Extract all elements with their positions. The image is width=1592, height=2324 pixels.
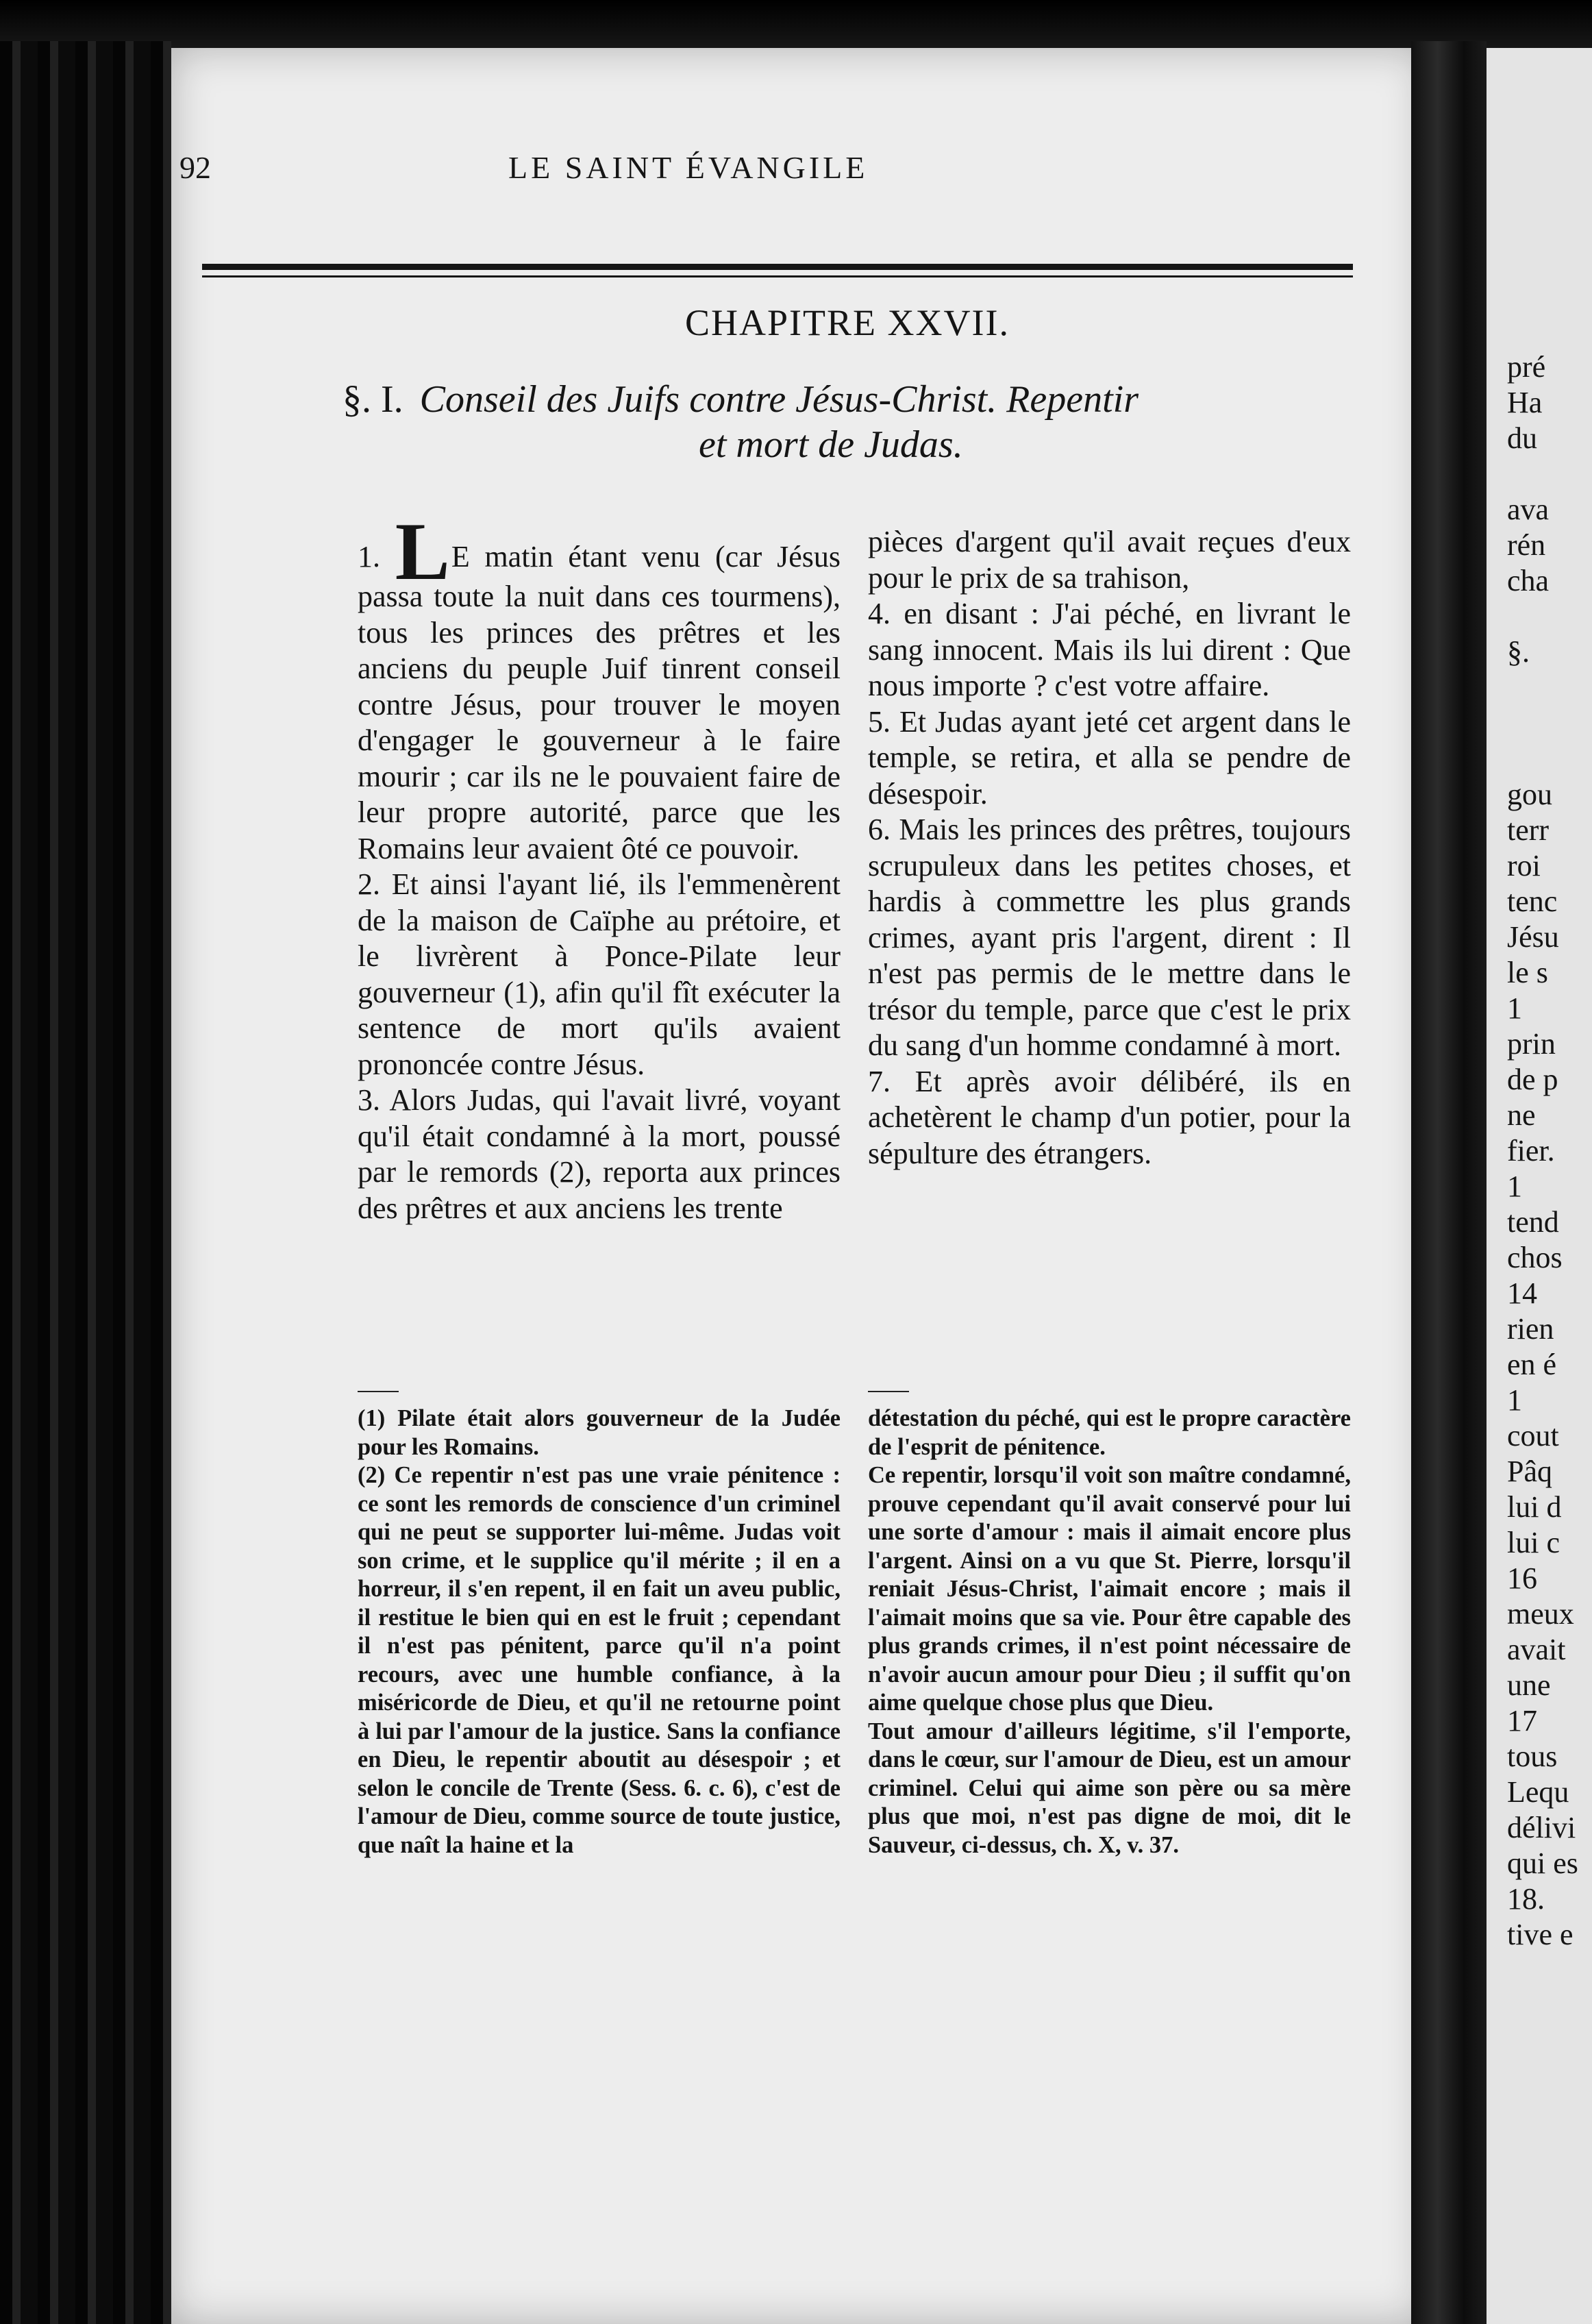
facing-line [1507,456,1592,492]
footnote-2: (2) Ce repentir n'est pas une vraie pénitence : ce sont les remords de conscience d'un criminel qui ne peut se supporter lui-même. Judas voit son crime, et le supplice qu'il mérite ; il en a horreur, il s'en repent, il en fait un aveu public, il restitue le bien qui en est le fruit ; cependant il n'est pas pénitent, parce qu'il n'a point recours, avec une humble confiance, à la miséricorde de Dieu, et qu'il ne retourne point à lui par l'amour de la justice. Sans la confiance en Dieu, le repentir aboutit au désespoir ; et selon le concile de Trente (Sess. 6. c. 6), c'est de l'amour de Dieu, comme source de toute justice, que naît la haine et la [358,1462,841,1858]
text-column-left [358,506,841,1226]
facing-line: lui d [1507,1490,1562,1524]
text-column-right [868,524,1351,1172]
facing-line: tive e [1507,1918,1574,1951]
verse-3: 3. Alors Judas, qui l'avait livré, voyant qu'il était condamné à la mort, poussé par le remords (2), reporta aux princes des prêtres et aux anciens les trente [358,1083,841,1225]
footnotes-right [868,1405,1351,1859]
chapter-title: CHAPITRE XXVII. [685,302,1010,343]
facing-line: ava [1507,493,1550,526]
verse-1 [358,506,841,867]
facing-line: 17 [1507,1704,1537,1738]
facing-line: une [1507,1668,1551,1702]
facing-line: cha [1507,564,1550,597]
verse-2: 2. Et ainsi l'ayant lié, ils l'emmenèrent de la maison de Caïphe au prétoire, et le livrèrent à Ponce-Pilate leur gouverneur (1), afin qu'il fît exécuter la sentence de mort qu'ils avaient prononcée contre Jésus. [358,867,841,1081]
facing-line: avait [1507,1633,1566,1666]
section-number: §. I. [343,378,403,421]
drop-cap: L [395,506,450,597]
facing-line: lui c [1507,1526,1560,1559]
section-title-line1: Conseil des Juifs contre Jésus-Christ. Repentir [419,378,1139,421]
verse-6: 6. Mais les princes des prêtres, toujours scrupuleux dans les petites choses, et hardis à commettre les plus grands crimes, ayant pris l'argent, dirent : Il n'est pas permis de le mettre dans le trésor du temple, parce que c'est le prix du sang d'un homme condamné à mort. [868,813,1351,1062]
book-binding-edge [0,41,171,2324]
facing-page-fragment [1487,48,1592,2324]
facing-line: en é [1507,1348,1557,1381]
facing-line: Jésu [1507,920,1559,954]
facing-line: §. [1507,635,1530,669]
facing-line: tenc [1507,885,1558,918]
header-rule [202,264,1353,270]
footnote-paragraph: Ce repentir, lorsqu'il voit son maître condamné, prouve cependant qu'il avait conservé pour lui une sorte d'amour : mais il aimait encore plus l'argent. Ainsi on a vu que St. Pierre, lorsqu'il reniait Jésus-Christ, l'aimait encore ; mais il l'aimait moins que sa vie. Pour être capable des plus grands crimes, il n'est point nécessaire de n'avoir aucun amour pour Dieu ; il suffit qu'on aime quelque chose plus que Dieu. [868,1462,1351,1716]
verse-7: 7. Et après avoir délibéré, ils en achetèrent le champ d'un potier, pour la sépulture des étrangers. [868,1064,1351,1170]
section-heading [343,377,1356,467]
facing-page-text [1507,349,1592,1953]
facing-line: rén [1507,528,1546,562]
running-head [179,137,1152,212]
facing-line: du [1507,421,1537,455]
verse-5: 5. Et Judas ayant jeté cet argent dans le temple, se retira, et alla se pendre de désespoir. [868,704,1351,811]
page-gutter [1411,41,1487,2324]
facing-line: cout [1507,1419,1559,1452]
facing-line: 1 [1507,991,1522,1025]
facing-line: 1 [1507,1170,1522,1203]
facing-line [1507,741,1592,777]
footnote-rule-right [868,1391,909,1392]
facing-line: qui es [1507,1846,1578,1880]
footnote-rule-left [358,1391,399,1392]
facing-line: délivi [1507,1811,1576,1844]
facing-line: pré [1507,350,1546,384]
verse-number: 1. [358,540,380,573]
scan-background [0,0,1592,55]
facing-line: Pâq [1507,1455,1552,1488]
facing-line: 18. [1507,1882,1545,1916]
facing-line: rien [1507,1312,1554,1346]
page-number: 92 [179,150,211,185]
facing-line: meux [1507,1597,1574,1631]
facing-line: de p [1507,1063,1558,1096]
facing-line: 14 [1507,1276,1537,1310]
verse-text: E matin étant venu (car Jésus passa toute la nuit dans ces tourmens), tous les princes des prêtres et les anciens du peuple Juif tinrent conseil contre Jésus, pour trouver le moyen d'engager le gouverneur à le faire mourir ; car ils ne le pouvaient faire de leur propre autorité, parce que les Romains leur avaient ôté ce pouvoir. [358,540,841,865]
running-title: LE SAINT ÉVANGILE [508,150,869,185]
footnote-paragraph: Tout amour d'ailleurs légitime, s'il l'emporte, dans le cœur, sur l'amour de Dieu, est un amour criminel. Celui qui aime son père ou sa mère plus que moi, n'est pas digne de moi, dit le Sauveur, ci-dessus, ch. X, v. 37. [868,1718,1351,1858]
footnote-1: (1) Pilate était alors gouverneur de la Judée pour les Romains. [358,1405,841,1460]
facing-line: fier. [1507,1134,1555,1167]
verse-4: 4. en disant : J'ai péché, en livrant le sang innocent. Mais ils lui dirent : Que nous importe ? c'est votre affaire. [868,597,1351,702]
facing-line: 16 [1507,1561,1537,1595]
footnotes-left [358,1405,841,1859]
facing-line: le s [1507,956,1548,989]
facing-line: Ha [1507,386,1543,419]
facing-line: tous [1507,1740,1558,1773]
header-rule-thin [202,275,1353,277]
footnote-continued: détestation du péché, qui est le propre caractère de l'esprit de pénitence. [868,1405,1351,1460]
facing-line [1507,599,1592,634]
facing-line: chos [1507,1241,1563,1274]
facing-line: prin [1507,1027,1556,1061]
facing-line [1507,706,1592,741]
facing-line: 1 [1507,1383,1522,1417]
facing-line: Lequ [1507,1775,1569,1809]
facing-line: tend [1507,1205,1559,1239]
verse-3-continued: pièces d'argent qu'il avait reçues d'eux pour le prix de sa trahison, [868,525,1351,595]
facing-line [1507,670,1592,706]
facing-line: ne [1507,1098,1536,1132]
section-title-line2: et mort de Judas. [699,423,963,466]
facing-line: roi [1507,849,1541,882]
facing-line: terr [1507,813,1550,847]
facing-line: gou [1507,778,1552,811]
